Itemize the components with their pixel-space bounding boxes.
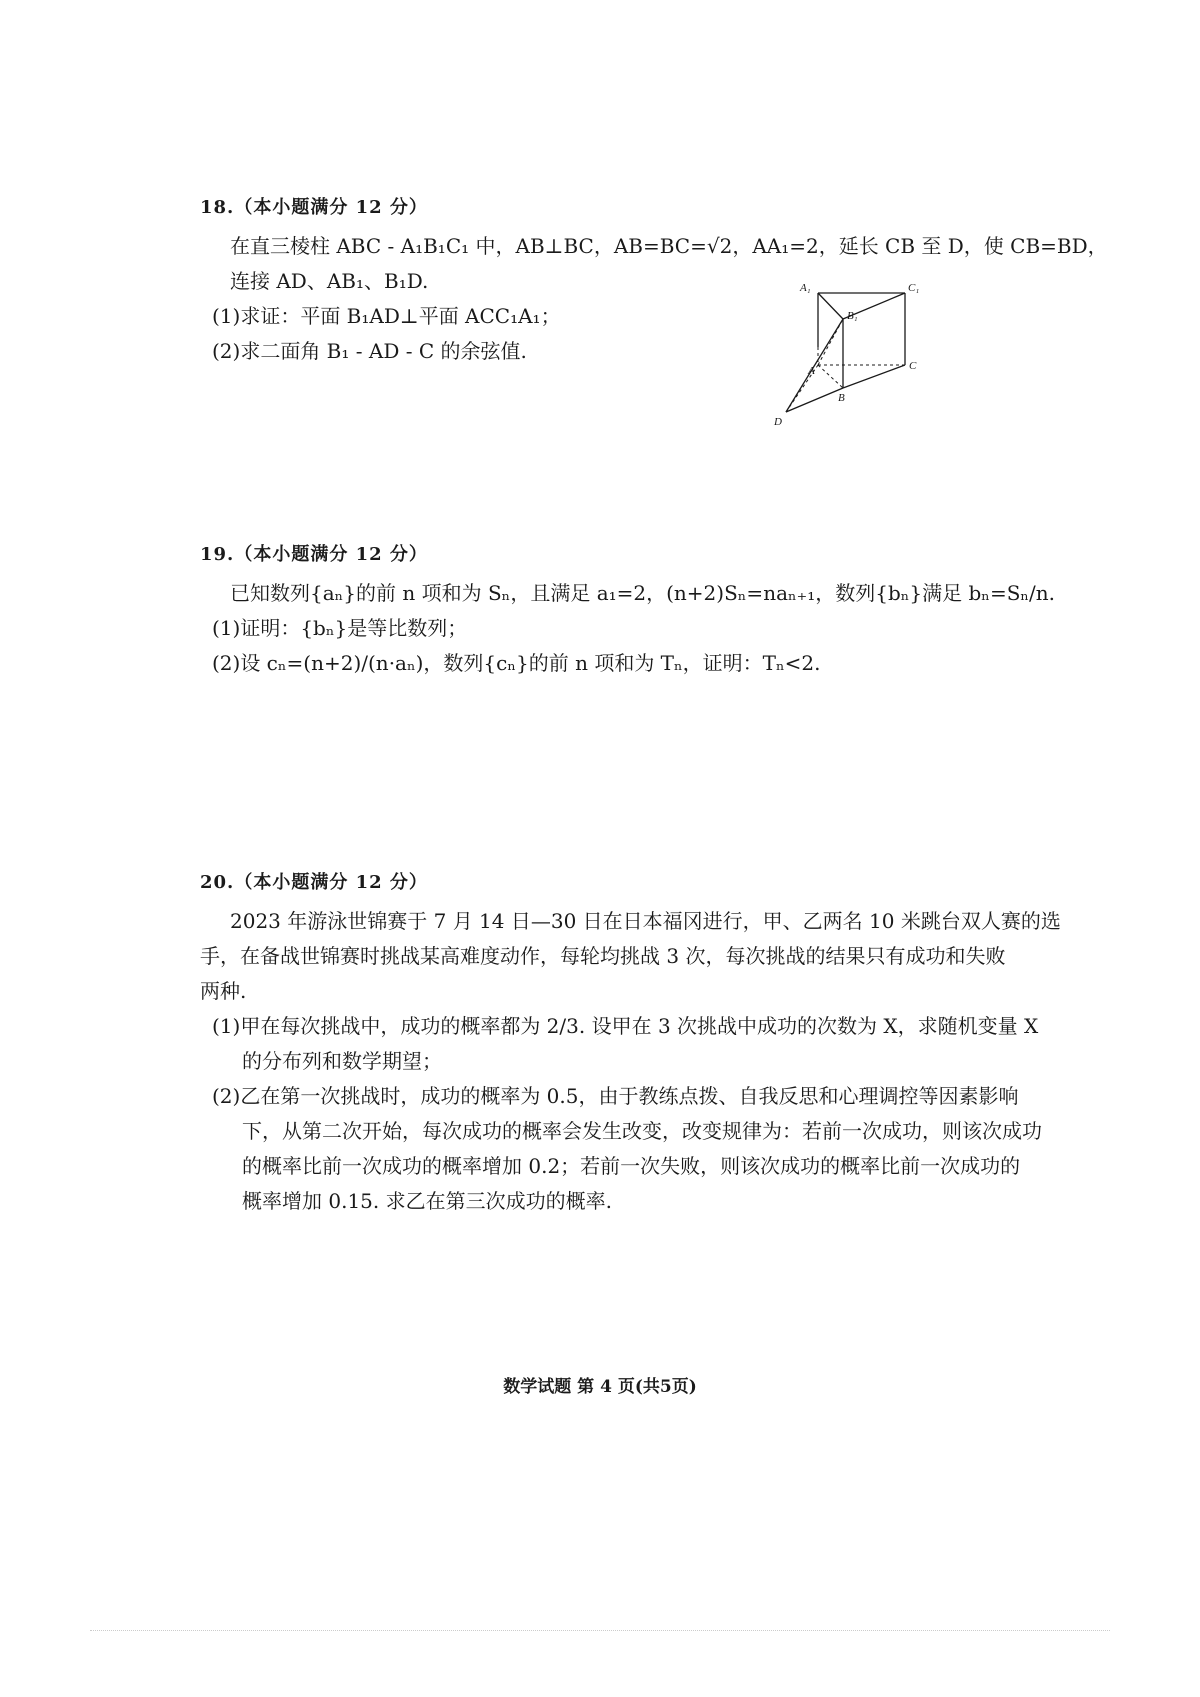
question-20-part-1-line-2: 的分布列和数学期望； — [242, 1049, 442, 1073]
question-20-part-2-line-3: 的概率比前一次成功的概率增加 0.2；若前一次失败，则该次成功的概率比前一次成功的 — [242, 1154, 1021, 1178]
label-c: C — [909, 360, 917, 372]
question-20-part-1-line-1: (1)甲在每次挑战中，成功的概率都为 2/3. 设甲在 3 次挑战中成功的次数为 X，求随机变量 X — [212, 1014, 1039, 1038]
edge-b-c — [843, 365, 905, 388]
question-20-part-2-line-1: (2)乙在第一次挑战时，成功的概率为 0.5，由于教练点拨、自我反思和心理调控等因素影响 — [212, 1084, 1019, 1108]
triangular-prism-figure — [770, 275, 985, 455]
label-a: A — [808, 365, 815, 377]
label-d: D — [774, 416, 782, 428]
question-20-stem-line-2: 手，在备战世锦赛时挑战某高难度动作，每轮均挑战 3 次，每次挑战的结果只有成功和失败 — [200, 944, 1006, 968]
edge-a-b1 — [818, 319, 843, 365]
question-18-part-1: (1)求证：平面 B₁AD⊥平面 ACC₁A₁； — [212, 304, 561, 328]
label-c1: C₁ — [908, 282, 920, 294]
question-20-stem-line-1: 2023 年游泳世锦赛于 7 月 14 日—30 日在日本福冈进行，甲、乙两名 10 米跳台双人赛的选 — [230, 909, 1061, 933]
label-a1: A₁ — [800, 282, 811, 294]
question-19-header: 19.（本小题满分 12 分） — [200, 544, 428, 565]
question-19-part-1: (1)证明：{bₙ}是等比数列； — [212, 616, 468, 640]
question-20-part-2-line-4: 概率增加 0.15. 求乙在第三次成功的概率. — [242, 1189, 612, 1213]
question-19-stem: 已知数列{aₙ}的前 n 项和为 Sₙ，且满足 a₁=2，(n+2)Sₙ=naₙ₊₁，数列{bₙ}满足 bₙ=Sₙ/n. — [230, 581, 1056, 605]
edge-a-b — [818, 365, 843, 388]
label-b: B — [838, 392, 845, 404]
question-18-header: 18.（本小题满分 12 分） — [200, 197, 428, 218]
question-18-stem-line-1: 在直三棱柱 ABC - A₁B₁C₁ 中，AB⊥BC，AB=BC=√2，AA₁=2，延长 CB 至 D，使 CB=BD， — [230, 234, 1108, 258]
question-19 — [200, 540, 1056, 681]
question-18-part-2: (2)求二面角 B₁ - AD - C 的余弦值. — [212, 339, 527, 363]
question-20-header: 20.（本小题满分 12 分） — [200, 872, 428, 893]
bottom-dotted-rule — [90, 1630, 1110, 1631]
label-b1: B₁ — [847, 310, 858, 322]
question-20 — [200, 868, 1061, 1219]
question-20-stem-line-3: 两种. — [200, 979, 247, 1003]
question-20-part-2-line-2: 下，从第二次开始，每次成功的概率会发生改变，改变规律为：若前一次成功，则该次成功 — [242, 1119, 1042, 1143]
question-19-part-2: (2)设 cₙ=(n+2)/(n·aₙ)，数列{cₙ}的前 n 项和为 Tₙ，证明：Tₙ<2. — [212, 651, 821, 675]
edge-a1-b1 — [818, 293, 843, 319]
question-18-stem-line-2: 连接 AD、AB₁、B₁D. — [230, 269, 429, 293]
page-footer: 数学试题 第 4 页(共5页) — [503, 1377, 697, 1397]
